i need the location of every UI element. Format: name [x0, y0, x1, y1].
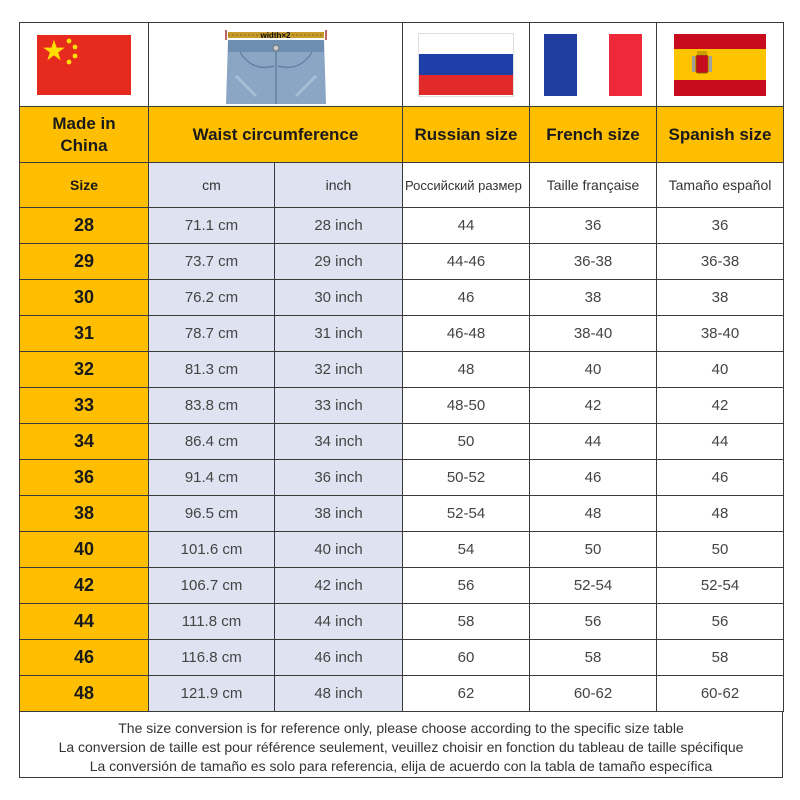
waist-inch-cell: 46 inch: [275, 640, 403, 676]
waist-measure-label: width×2: [260, 30, 291, 40]
spanish-size-cell: 38-40: [657, 316, 784, 352]
table-row: [20, 280, 784, 316]
spanish-size-cell: 48: [657, 496, 784, 532]
russian-size-cell: 56: [403, 568, 530, 604]
french-size-cell: 52-54: [530, 568, 657, 604]
cm-subheader: cm: [149, 163, 275, 208]
french-size-cell: 38-40: [530, 316, 657, 352]
table-row: [20, 352, 784, 388]
french-size-cell: 36-38: [530, 244, 657, 280]
russia-flag-icon: [418, 33, 514, 97]
waist-inch-cell: 48 inch: [275, 676, 403, 712]
french-size-cell: 60-62: [530, 676, 657, 712]
french-size-cell: 56: [530, 604, 657, 640]
spanish-size-cell: 42: [657, 388, 784, 424]
size-cell: 32: [20, 352, 149, 388]
size-cell: 34: [20, 424, 149, 460]
spain-flag-cell: [657, 23, 784, 107]
waist-inch-cell: 38 inch: [275, 496, 403, 532]
spanish-size-cell: 38: [657, 280, 784, 316]
size-cell: 36: [20, 460, 149, 496]
waist-inch-cell: 34 inch: [275, 424, 403, 460]
waist-cm-cell: 101.6 cm: [149, 532, 275, 568]
russian-size-cell: 52-54: [403, 496, 530, 532]
spain-flag-icon: [674, 34, 766, 96]
french-size-cell: 58: [530, 640, 657, 676]
table-row: [20, 604, 784, 640]
waist-inch-cell: 30 inch: [275, 280, 403, 316]
french-subheader: Taille française: [530, 163, 657, 208]
french-size-cell: 50: [530, 532, 657, 568]
waist-cm-cell: 106.7 cm: [149, 568, 275, 604]
french-size-header: French size: [530, 107, 657, 163]
size-subheader: Size: [20, 163, 149, 208]
size-cell: 46: [20, 640, 149, 676]
french-size-cell: 40: [530, 352, 657, 388]
subheader-row: [20, 163, 784, 208]
waist-inch-cell: 31 inch: [275, 316, 403, 352]
waist-cm-cell: 83.8 cm: [149, 388, 275, 424]
waist-cm-cell: 73.7 cm: [149, 244, 275, 280]
russian-size-cell: 54: [403, 532, 530, 568]
russian-size-cell: 44: [403, 208, 530, 244]
footer-line-en: The size conversion is for reference only, please choose according to the specific size table: [118, 720, 684, 736]
waist-cm-cell: 86.4 cm: [149, 424, 275, 460]
china-flag-icon: [37, 35, 131, 95]
waist-inch-cell: 32 inch: [275, 352, 403, 388]
spanish-size-cell: 58: [657, 640, 784, 676]
russian-size-cell: 46: [403, 280, 530, 316]
russian-size-cell: 58: [403, 604, 530, 640]
size-cell: 38: [20, 496, 149, 532]
size-cell: 29: [20, 244, 149, 280]
waist-header: Waist circumference: [149, 107, 403, 163]
french-size-cell: 42: [530, 388, 657, 424]
size-cell: 28: [20, 208, 149, 244]
table-row: [20, 208, 784, 244]
table-row: [20, 532, 784, 568]
waist-cm-cell: 96.5 cm: [149, 496, 275, 532]
spanish-size-header: Spanish size: [657, 107, 784, 163]
size-cell: 30: [20, 280, 149, 316]
french-size-cell: 44: [530, 424, 657, 460]
russian-size-cell: 48: [403, 352, 530, 388]
waist-inch-cell: 29 inch: [275, 244, 403, 280]
waist-cm-cell: 76.2 cm: [149, 280, 275, 316]
header-row: [20, 107, 784, 163]
jeans-image-cell: [149, 23, 403, 107]
russian-size-cell: 44-46: [403, 244, 530, 280]
china-flag-cell: [20, 23, 149, 107]
waist-cm-cell: 71.1 cm: [149, 208, 275, 244]
table-row: [20, 460, 784, 496]
waist-cm-cell: 78.7 cm: [149, 316, 275, 352]
table-row: [20, 568, 784, 604]
russian-size-cell: 48-50: [403, 388, 530, 424]
table-row: [20, 244, 784, 280]
spanish-subheader: Tamaño español: [657, 163, 784, 208]
waist-inch-cell: 33 inch: [275, 388, 403, 424]
inch-subheader: inch: [275, 163, 403, 208]
french-size-cell: 36: [530, 208, 657, 244]
french-size-cell: 38: [530, 280, 657, 316]
spanish-size-cell: 52-54: [657, 568, 784, 604]
footer-note: [19, 712, 783, 778]
size-cell: 31: [20, 316, 149, 352]
size-conversion-table: [19, 22, 784, 712]
russian-size-header: Russian size: [403, 107, 530, 163]
russia-flag-cell: [403, 23, 530, 107]
waist-inch-cell: 40 inch: [275, 532, 403, 568]
russian-size-cell: 50: [403, 424, 530, 460]
russian-size-cell: 62: [403, 676, 530, 712]
russian-size-cell: 46-48: [403, 316, 530, 352]
france-flag-icon: [544, 34, 642, 96]
size-cell: 42: [20, 568, 149, 604]
table-row: [20, 676, 784, 712]
waist-cm-cell: 111.8 cm: [149, 604, 275, 640]
size-chart: [19, 22, 783, 778]
russian-size-cell: 50-52: [403, 460, 530, 496]
french-size-cell: 46: [530, 460, 657, 496]
french-size-cell: 48: [530, 496, 657, 532]
footer-line-fr: La conversion de taille est pour référence seulement, veuillez choisir en fonction du tableau de taille spécifique: [58, 739, 744, 755]
waist-inch-cell: 42 inch: [275, 568, 403, 604]
spanish-size-cell: 46: [657, 460, 784, 496]
table-row: [20, 640, 784, 676]
waist-cm-cell: 81.3 cm: [149, 352, 275, 388]
table-row: [20, 316, 784, 352]
spanish-size-cell: 36: [657, 208, 784, 244]
jeans-waist-image: [212, 26, 340, 104]
spanish-size-cell: 60-62: [657, 676, 784, 712]
table-row: [20, 496, 784, 532]
size-cell: 33: [20, 388, 149, 424]
waist-inch-cell: 36 inch: [275, 460, 403, 496]
made-in-china-header: Made in China: [20, 107, 149, 163]
spanish-size-cell: 50: [657, 532, 784, 568]
size-cell: 44: [20, 604, 149, 640]
table-row: [20, 388, 784, 424]
spanish-size-cell: 44: [657, 424, 784, 460]
russian-size-cell: 60: [403, 640, 530, 676]
spanish-size-cell: 40: [657, 352, 784, 388]
table-row: [20, 424, 784, 460]
russian-subheader: Российский размер: [403, 163, 530, 208]
waist-inch-cell: 44 inch: [275, 604, 403, 640]
spanish-size-cell: 56: [657, 604, 784, 640]
size-cell: 40: [20, 532, 149, 568]
footer-line-es: La conversión de tamaño es solo para referencia, elija de acuerdo con la tabla de tamaño específica: [89, 758, 713, 774]
flag-row: [20, 23, 784, 107]
waist-inch-cell: 28 inch: [275, 208, 403, 244]
size-cell: 48: [20, 676, 149, 712]
spanish-size-cell: 36-38: [657, 244, 784, 280]
waist-cm-cell: 121.9 cm: [149, 676, 275, 712]
france-flag-cell: [530, 23, 657, 107]
waist-cm-cell: 91.4 cm: [149, 460, 275, 496]
waist-cm-cell: 116.8 cm: [149, 640, 275, 676]
